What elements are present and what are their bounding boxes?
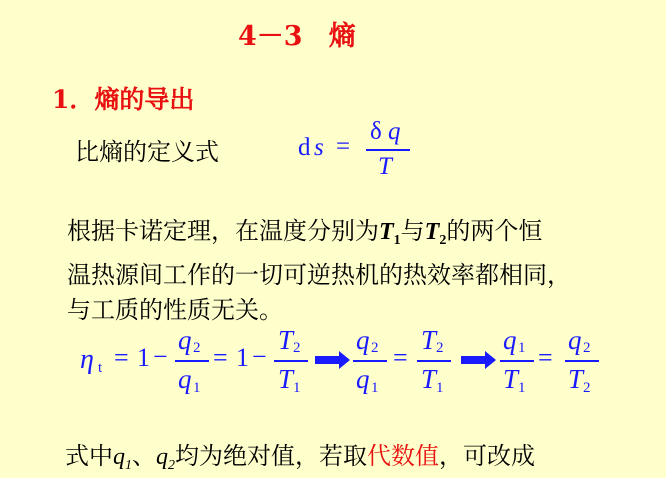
frac3-bar — [353, 360, 387, 362]
frac5-den-T: T — [503, 364, 519, 394]
frac4-num-T: T — [421, 325, 437, 355]
formula-q: q — [388, 118, 401, 145]
frac1-bar — [175, 360, 209, 362]
title-number: 4－3 — [238, 21, 303, 52]
formula-equals: = — [336, 133, 351, 160]
section-heading: 1．熵的导出 — [52, 85, 195, 114]
frac4-num-sub: 2 — [436, 340, 444, 356]
frac3-num-sub: 2 — [371, 340, 379, 356]
frac2-num-T: T — [278, 325, 294, 355]
frac6-num-q: q — [568, 325, 582, 355]
frac1-den-sub: 1 — [193, 380, 201, 396]
one-2: 1 — [236, 343, 249, 372]
frac2-den-sub: 1 — [293, 380, 301, 396]
frac3-den-sub: 1 — [371, 380, 379, 396]
frac5-num-sub: 1 — [518, 340, 526, 356]
slide-title — [238, 14, 356, 53]
paragraph-line-3: 与工质的性质无关。 — [67, 296, 283, 324]
frac2-num-sub: 2 — [293, 340, 301, 356]
minus-2: − — [252, 342, 267, 371]
var-q1: $q_1$ — [113, 444, 132, 473]
frac4-den-T: T — [421, 364, 437, 394]
frac5-den-sub: 1 — [518, 380, 526, 396]
formula-s: s — [314, 134, 324, 161]
frac6-den-sub: 2 — [583, 380, 591, 396]
frac3-den-q: q — [356, 364, 370, 394]
frac2-den-T: T — [278, 364, 294, 394]
minus-1: − — [153, 342, 168, 371]
eq-sign-4: = — [538, 343, 553, 372]
frac4-bar — [417, 360, 451, 362]
right-arrow-icon — [461, 350, 497, 370]
frac6-den-T: T — [568, 364, 584, 394]
formula-delta: δ — [370, 118, 382, 145]
frac2-bar — [274, 360, 308, 362]
var-T2: $T_2$ — [424, 219, 447, 248]
frac1-num-sub: 2 — [193, 340, 201, 356]
eta: η — [80, 344, 94, 375]
title-word: 熵 — [328, 21, 356, 52]
eq-sign-3: = — [393, 343, 408, 372]
frac1-den-q: q — [178, 364, 192, 394]
fraction-bar — [366, 149, 410, 151]
right-arrow-icon — [315, 350, 351, 370]
eta-sub: t — [98, 360, 103, 376]
eq-sign-1: = — [114, 343, 129, 372]
frac4-den-sub: 1 — [436, 380, 444, 396]
frac6-bar — [565, 360, 599, 362]
frac5-num-q: q — [503, 325, 517, 355]
frac3-num-q: q — [356, 325, 370, 355]
frac6-num-sub: 2 — [583, 340, 591, 356]
carnot-paragraph — [67, 214, 571, 328]
var-T1: $T_1$ — [379, 219, 401, 248]
paragraph-line-2: 温热源间工作的一切可逆热机的热效率都相同， — [67, 261, 571, 289]
paragraph-line-1: 根据卡诺定理，在温度分别为$T_1$与$T_2$的两个恒 — [67, 217, 543, 248]
frac1-num-q: q — [178, 325, 192, 355]
definition-label: 比熵的定义式 — [75, 138, 219, 166]
var-q2: $q_2$ — [156, 444, 175, 473]
highlight-algebraic-value: 代数值 — [367, 442, 439, 470]
frac5-bar — [500, 360, 534, 362]
one-1: 1 — [137, 343, 150, 372]
eq-sign-2: = — [213, 343, 228, 372]
formula-T: T — [378, 153, 392, 180]
formula-d: d — [298, 134, 311, 161]
note-line: 式中$q_1$、$q_2$均为绝对值，若取代数值，可改成 — [65, 442, 535, 473]
